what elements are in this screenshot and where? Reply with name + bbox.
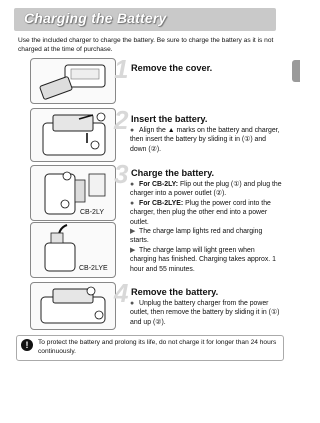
page-title: Charging the Battery <box>24 10 167 26</box>
arrow-bullet-icon: ▶ <box>130 228 136 236</box>
step-title-1: Remove the cover. <box>131 63 213 73</box>
bullet-dot-icon: ● <box>130 181 135 188</box>
illustration-remove-cover <box>30 58 116 104</box>
caution-text: To protect the battery and prolong its life, do not charge it for longer than 24 hours continuously. <box>38 339 277 355</box>
bullet-dot-icon: ● <box>130 199 135 207</box>
step-2-bullet: ● Align the ▲ marks on the battery and charger, then insert the battery by sliding it in (①) and down (②). <box>130 127 280 153</box>
illustration-insert-battery <box>30 108 116 162</box>
step-number-4: 4 <box>114 278 129 308</box>
step-title-4: Remove the battery. <box>131 287 219 297</box>
bullet-dot-icon: ● <box>130 300 135 307</box>
model-label-cb2ly: CB-2LY <box>80 209 104 216</box>
intro-text: Use the included charger to charge the battery. Be sure to charge the battery as it is not charged at the time of purchase. <box>18 37 274 53</box>
model-label-cb2lye: CB-2LYE <box>79 265 108 272</box>
step-number-2: 2 <box>114 105 129 135</box>
side-tab-marker <box>292 60 300 82</box>
arrow-bullet-icon: ▶ <box>130 246 136 254</box>
step-4-bullet: ● Unplug the battery charger from the power outlet, then remove the battery by sliding it in (①) and up (②). <box>130 300 280 326</box>
step-title-2: Insert the battery. <box>131 114 208 124</box>
bullet-dot-icon: ● <box>130 127 135 134</box>
step-number-3: 3 <box>114 159 129 189</box>
step-title-3: Charge the battery. <box>131 168 215 178</box>
illustration-remove-battery <box>30 282 116 330</box>
step-3-bullets: ● For CB-2LY: Flip out the plug (①) and plug the charger into a power outlet (②). ● For CB-2LYE: Plug the power cord into the charger, then plug the other end into a power outlet. ▶ The charge lamp lights red and charging starts. ▶ The charge lamp will light green when charging has finished. Charging takes approx. 1 hour and 55 minutes. <box>130 181 282 273</box>
caution-icon: ! <box>21 339 33 351</box>
step-number-1: 1 <box>114 54 129 84</box>
